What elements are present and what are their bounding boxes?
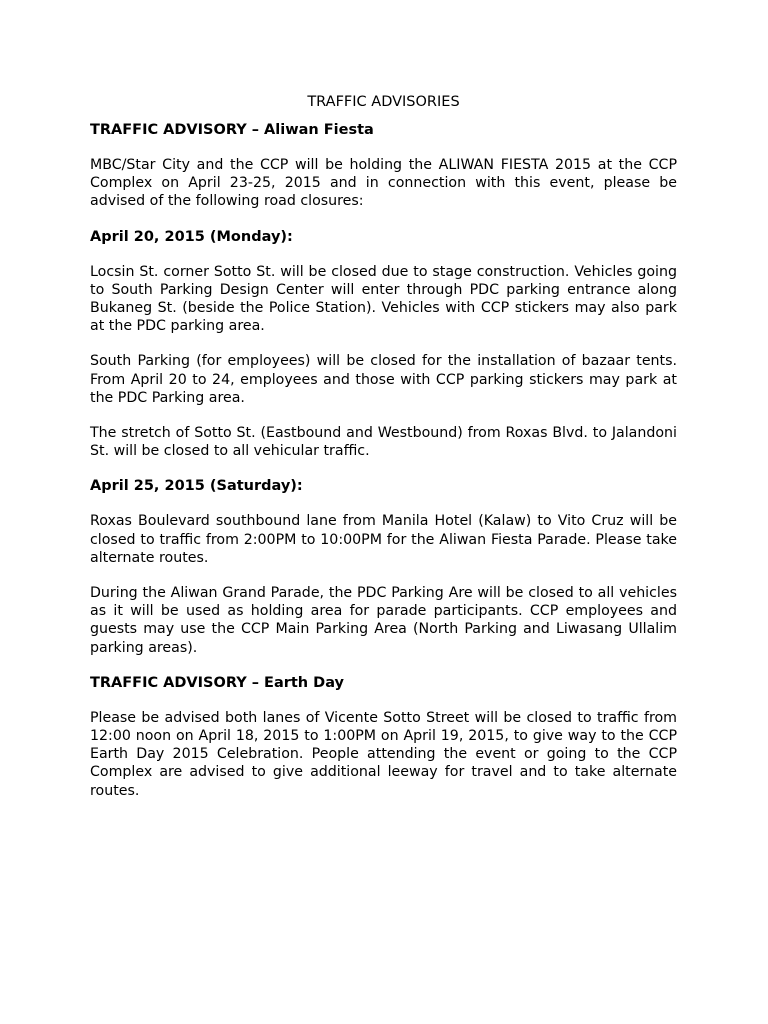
date-heading-april-20: April 20, 2015 (Monday): [90,228,293,245]
paragraph-south-parking: South Parking (for employees) will be closed for the installation of bazaar tents. From April 20 to 24, employees and those with CCP parking stickers may park at the PDC Parking area. [90,353,677,406]
section-heading-aliwan-fiesta: TRAFFIC ADVISORY – Aliwan Fiesta [90,122,374,138]
section-aliwan-fiesta [90,121,677,657]
document-title: TRAFFIC ADVISORIES [307,94,460,110]
paragraph-locsin-closure: Locsin St. corner Sotto St. will be closed due to stage construction. Vehicles going to South Parking Design Center will enter through PDC parking entrance along Bukaneg St. (beside the Police Station). Vehicles with CCP stickers may also park at the PDC parking area. [90,263,677,335]
document-page [90,93,677,817]
section-earth-day [90,674,677,800]
section-heading-earth-day: TRAFFIC ADVISORY – Earth Day [90,674,345,691]
section-intro-aliwan-fiesta: MBC/Star City and the CCP will be holding the ALIWAN FIESTA 2015 at the CCP Complex on April 23-25, 2015 and in connection with this event, please be advised of the following road closures: [90,157,677,210]
section-intro-earth-day: Please be advised both lanes of Vicente Sotto Street will be closed to traffic from 12:00 noon on April 18, 2015 to 1:00PM on April 19, 2015, to give way to the CCP Earth Day 2015 Celebration. People attending the event or going to the CCP Complex are advised to give additional leeway for travel and to take alternate routes. [90,709,677,799]
date-heading-april-25: April 25, 2015 (Saturday): [90,478,303,495]
paragraph-sotto-stretch: The stretch of Sotto St. (Eastbound and Westbound) from Roxas Blvd. to Jalandoni St. will be closed to all vehicular traffic. [90,425,677,460]
paragraph-roxas-boulevard: Roxas Boulevard southbound lane from Manila Hotel (Kalaw) to Vito Cruz will be closed to traffic from 2:00PM to 10:00PM for the Aliwan Fiesta Parade. Please take alternate routes. [90,513,677,566]
paragraph-grand-parade: During the Aliwan Grand Parade, the PDC Parking Are will be closed to all vehicles as it will be used as holding area for parade participants. CCP employees and guests may use the CCP Main Parking Area (North Parking and Liwasang Ullalim parking areas). [90,585,677,656]
